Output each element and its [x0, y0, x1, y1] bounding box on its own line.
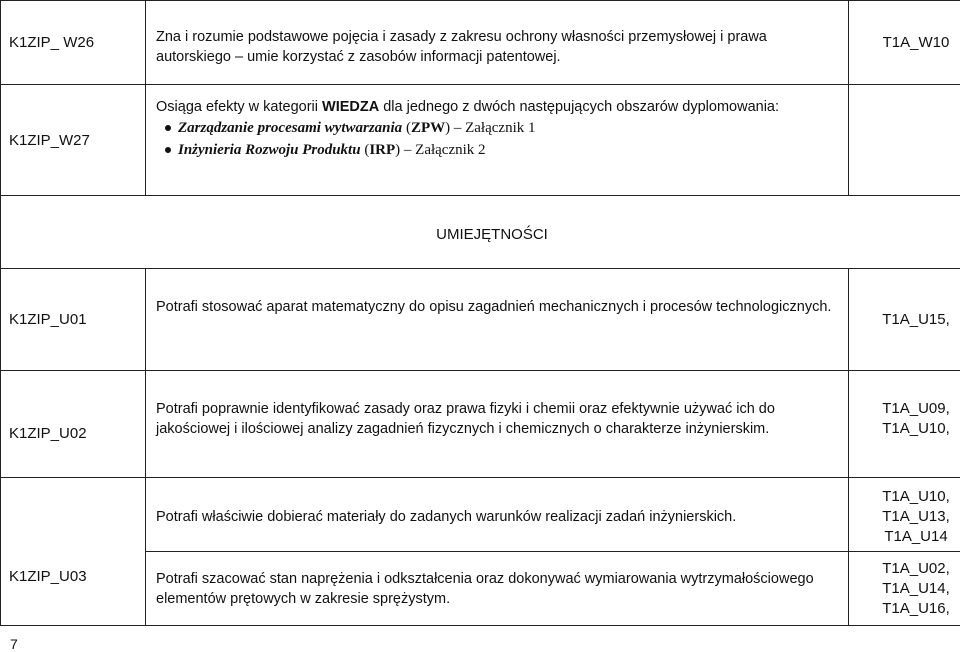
outcome-description: Potrafi stosować aparat matematyczny do opisu zagadnień mechanicznych i procesów technologicznych.: [146, 269, 849, 371]
bullet-list: [156, 117, 842, 161]
outcome-code: K1ZIP_W27: [1, 85, 146, 196]
outcome-reference: T1A_U09, T1A_U10,: [849, 371, 960, 478]
section-heading: UMIEJĘTNOŚCI: [1, 196, 960, 269]
outcome-description: Potrafi właściwie dobierać materiały do zadanych warunków realizacji zadań inżynierskich.: [146, 478, 849, 552]
page-number: 7: [10, 636, 18, 652]
outcome-description: Potrafi szacować stan naprężenia i odkształcenia oraz dokonywać wymiarowania wytrzymałościowego elementów prętowych w zakresie sprężystym.: [146, 552, 849, 626]
outcome-code: K1ZIP_ W26: [1, 1, 146, 85]
list-item: Inżynieria Rozwoju Produktu (IRP) – Załącznik 2: [156, 139, 842, 161]
outcome-reference: T1A_W10: [849, 1, 960, 85]
outcome-reference: [849, 85, 960, 196]
outcome-code: K1ZIP_U03: [1, 478, 146, 626]
bullet-icon: [165, 147, 171, 153]
outcome-reference: T1A_U10, T1A_U13, T1A_U14: [849, 478, 960, 552]
outcome-description: Zna i rozumie podstawowe pojęcia i zasady z zakresu ochrony własności przemysłowej i prawa autorskiego – umie korzystać z zasobów informacji patentowej.: [146, 1, 849, 85]
table-row: [1, 196, 960, 269]
table-row: [1, 1, 960, 85]
outcome-description: Potrafi poprawnie identyfikować zasady oraz prawa fizyki i chemii oraz efektywnie używać ich do jakościowej i ilościowej analizy zagadnień fizycznych i chemicznych o charakterze inżynierskim.: [146, 371, 849, 478]
outcome-description: [146, 85, 849, 196]
outcome-intro: Osiąga efekty w kategorii WIEDZA dla jednego z dwóch następujących obszarów dyplomowania:: [156, 99, 780, 115]
table-row: [1, 85, 960, 196]
bullet-icon: [165, 125, 171, 131]
outcome-reference: T1A_U02, T1A_U14, T1A_U16,: [849, 552, 960, 626]
table-row: [1, 371, 960, 478]
outcome-code: K1ZIP_U02: [1, 371, 146, 478]
list-item: Zarządzanie procesami wytwarzania (ZPW) – Załącznik 1: [156, 117, 842, 139]
table-row: [1, 478, 960, 552]
outcome-code: K1ZIP_U01: [1, 269, 146, 371]
outcome-reference: T1A_U15,: [849, 269, 960, 371]
table-row: [1, 269, 960, 371]
